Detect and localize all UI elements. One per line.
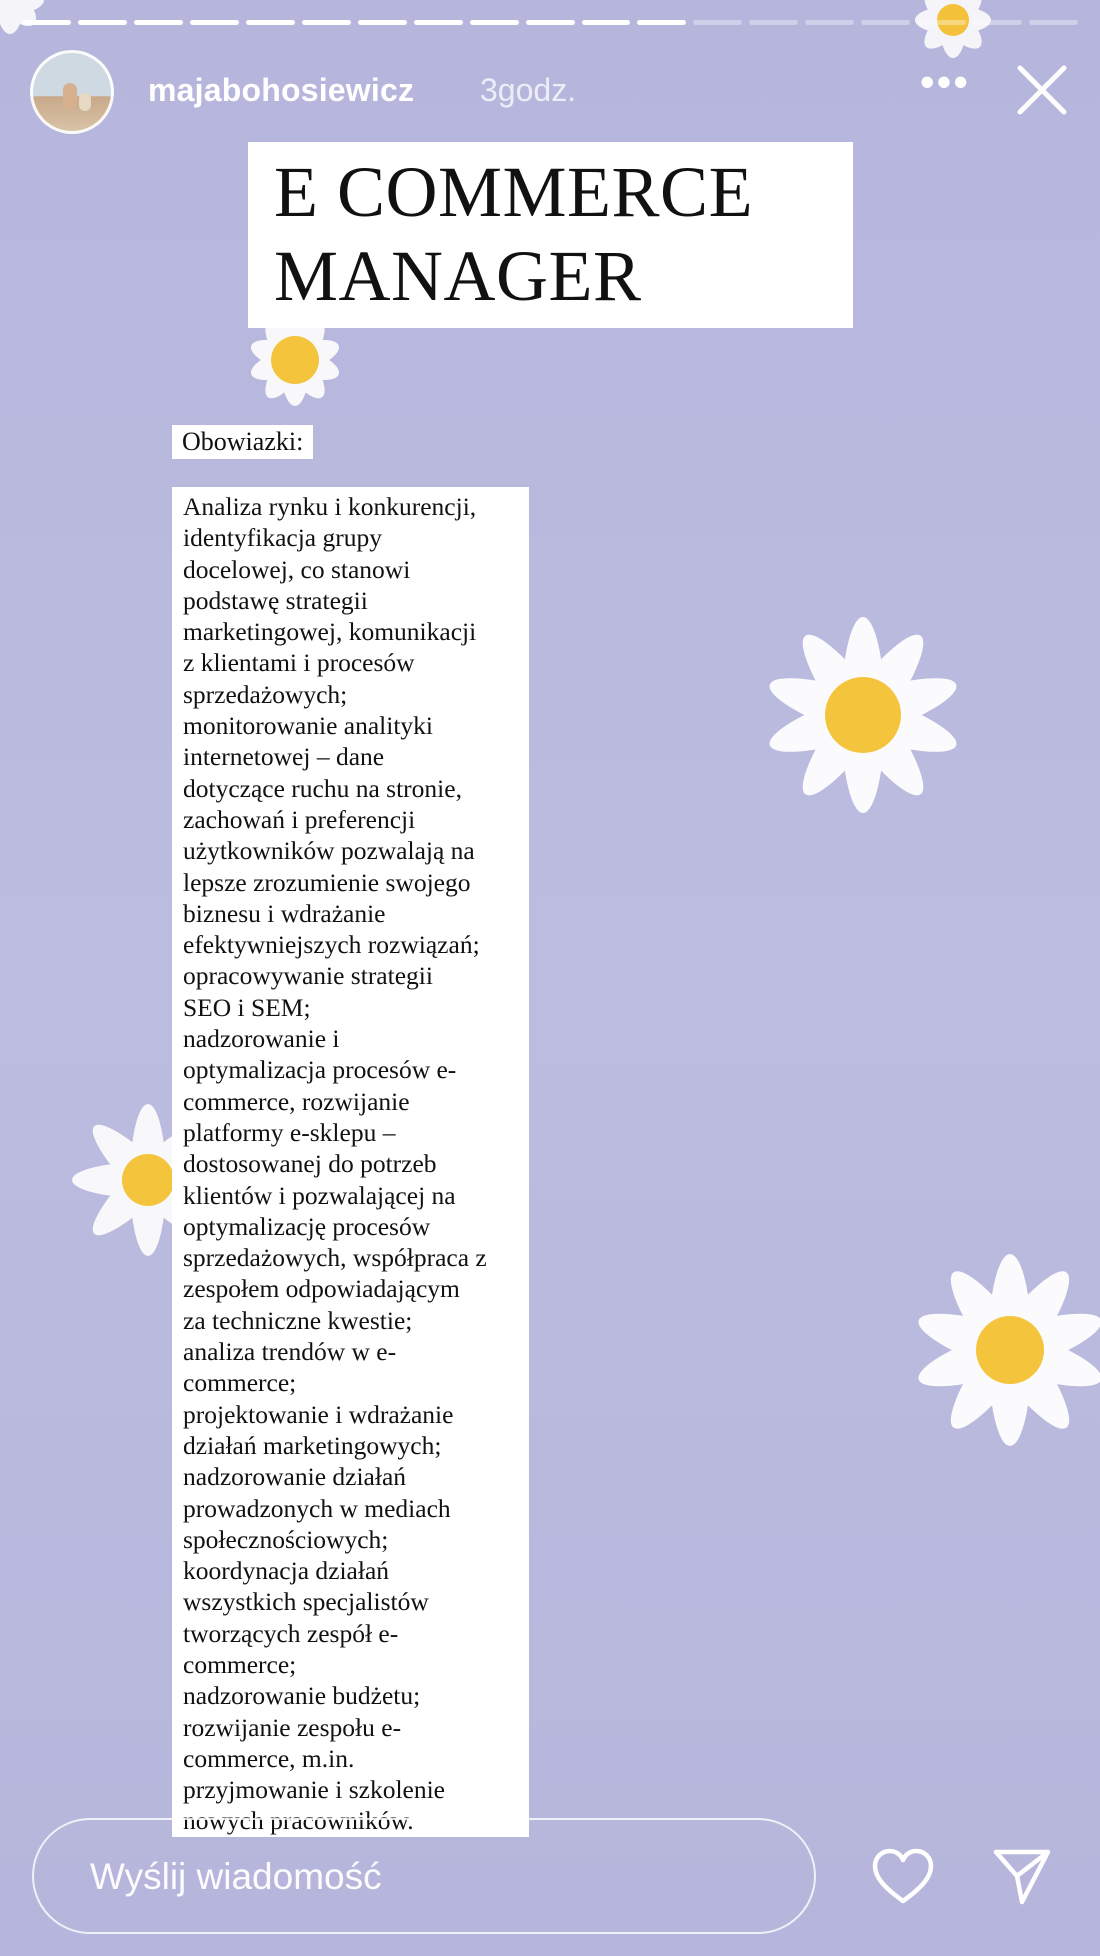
progress-segment-fill	[78, 20, 127, 25]
section-label	[172, 425, 313, 459]
duty-line: wszystkich specjalistów	[183, 1587, 429, 1617]
duties-list	[172, 487, 529, 1837]
section-label-text: Obowiazki:	[182, 427, 304, 456]
duty-line: nadzorowanie budżetu;	[183, 1681, 421, 1711]
progress-segment	[973, 20, 1022, 25]
progress-segment	[1029, 20, 1078, 25]
progress-segment	[134, 20, 183, 25]
progress-segment-fill	[470, 20, 519, 25]
duty-line: z klientami i procesów	[183, 648, 415, 678]
daisy-decoration	[735, 595, 995, 835]
duty-line: commerce, rozwijanie	[183, 1086, 410, 1116]
title-line: MANAGER	[274, 236, 642, 316]
story-progress-bar	[22, 20, 1078, 25]
progress-segment	[190, 20, 239, 25]
progress-segment	[358, 20, 407, 25]
progress-segment	[582, 20, 631, 25]
progress-segment-fill	[302, 20, 351, 25]
duty-line: analiza trendów w e-	[183, 1337, 397, 1367]
duty-line: działań marketingowych;	[183, 1430, 442, 1460]
daisy-decoration	[880, 1225, 1100, 1475]
duty-line: efektywniejszych rozwiązań;	[183, 930, 480, 960]
duty-line: społecznościowych;	[183, 1524, 389, 1554]
duty-line: biznesu i wdrażanie	[183, 898, 386, 928]
duty-line: platformy e-sklepu –	[183, 1117, 396, 1147]
progress-segment-fill	[637, 20, 686, 25]
duty-line: nowych pracowników.	[183, 1806, 414, 1836]
duty-line: sprzedażowych;	[183, 679, 348, 709]
duty-line: projektowanie i wdrażanie	[183, 1399, 454, 1429]
title-line: E COMMERCE	[274, 152, 754, 232]
send-icon[interactable]	[992, 1846, 1052, 1906]
duty-line: nadzorowanie i	[183, 1024, 340, 1054]
message-placeholder: Wyślij wiadomość	[90, 1856, 382, 1897]
duty-line: commerce;	[183, 1368, 297, 1398]
progress-segment-fill	[134, 20, 183, 25]
duty-line: optymalizację procesów	[183, 1211, 431, 1241]
duty-line: tworzących zespół e-	[183, 1618, 399, 1648]
duty-line: optymalizacja procesów e-	[183, 1055, 457, 1085]
duty-line: monitorowanie analityki	[183, 711, 433, 741]
heart-icon[interactable]	[872, 1848, 934, 1906]
progress-segment-fill	[22, 20, 71, 25]
duty-line: lepsze zrozumienie swojego	[183, 867, 471, 897]
title-card	[248, 142, 853, 328]
progress-segment-fill	[414, 20, 463, 25]
duty-line: dotyczące ruchu na stronie,	[183, 773, 462, 803]
progress-segment-fill	[190, 20, 239, 25]
progress-segment	[693, 20, 742, 25]
duty-line: commerce;	[183, 1649, 297, 1679]
progress-segment	[22, 20, 71, 25]
progress-segment	[414, 20, 463, 25]
progress-segment	[470, 20, 519, 25]
duty-line: identyfikacja grupy	[183, 523, 382, 553]
more-icon[interactable]: •••	[919, 58, 970, 105]
duty-line: SEO i SEM;	[183, 992, 311, 1022]
username[interactable]: majabohosiewicz	[148, 72, 415, 108]
duty-line: prowadzonych w mediach	[183, 1493, 451, 1523]
duty-line: opracowywanie strategii	[183, 961, 433, 991]
duty-line: zespołem odpowiadającym	[183, 1274, 460, 1304]
progress-segment	[246, 20, 295, 25]
progress-segment	[78, 20, 127, 25]
duty-line: podstawę strategii	[183, 585, 368, 615]
duty-line: docelowej, co stanowi	[183, 554, 411, 584]
duty-line: za techniczne kwestie;	[183, 1305, 413, 1335]
duty-line: użytkowników pozwalają na	[183, 836, 475, 866]
duty-line: nadzorowanie działań	[183, 1462, 407, 1492]
duty-line: koordynacja działań	[183, 1556, 390, 1586]
avatar[interactable]	[30, 50, 114, 134]
duty-line: przyjmowanie i szkolenie	[183, 1775, 445, 1805]
progress-segment	[749, 20, 798, 25]
progress-segment-fill	[358, 20, 407, 25]
duty-line: rozwijanie zespołu e-	[183, 1712, 402, 1742]
post-time: 3godz.	[480, 72, 577, 108]
progress-segment-fill	[246, 20, 295, 25]
close-icon[interactable]	[1014, 62, 1070, 118]
progress-segment	[302, 20, 351, 25]
progress-segment	[917, 20, 966, 25]
progress-segment-fill	[582, 20, 631, 25]
duty-line: internetowej – dane	[183, 742, 385, 772]
message-input[interactable]	[32, 1818, 816, 1934]
duty-line: marketingowej, komunikacji	[183, 617, 477, 647]
duty-line: Analiza rynku i konkurencji,	[183, 492, 477, 521]
progress-segment	[805, 20, 854, 25]
progress-segment	[637, 20, 686, 25]
progress-segment	[861, 20, 910, 25]
progress-segment-fill	[526, 20, 575, 25]
duty-line: sprzedażowych, współpraca z	[183, 1243, 487, 1273]
story-header	[30, 48, 1070, 132]
duty-line: commerce, m.in.	[183, 1743, 355, 1773]
duty-line: zachowań i preferencji	[183, 804, 416, 834]
progress-segment	[526, 20, 575, 25]
duty-line: klientów i pozwalającej na	[183, 1180, 456, 1210]
duty-line: dostosowanej do potrzeb	[183, 1149, 437, 1179]
